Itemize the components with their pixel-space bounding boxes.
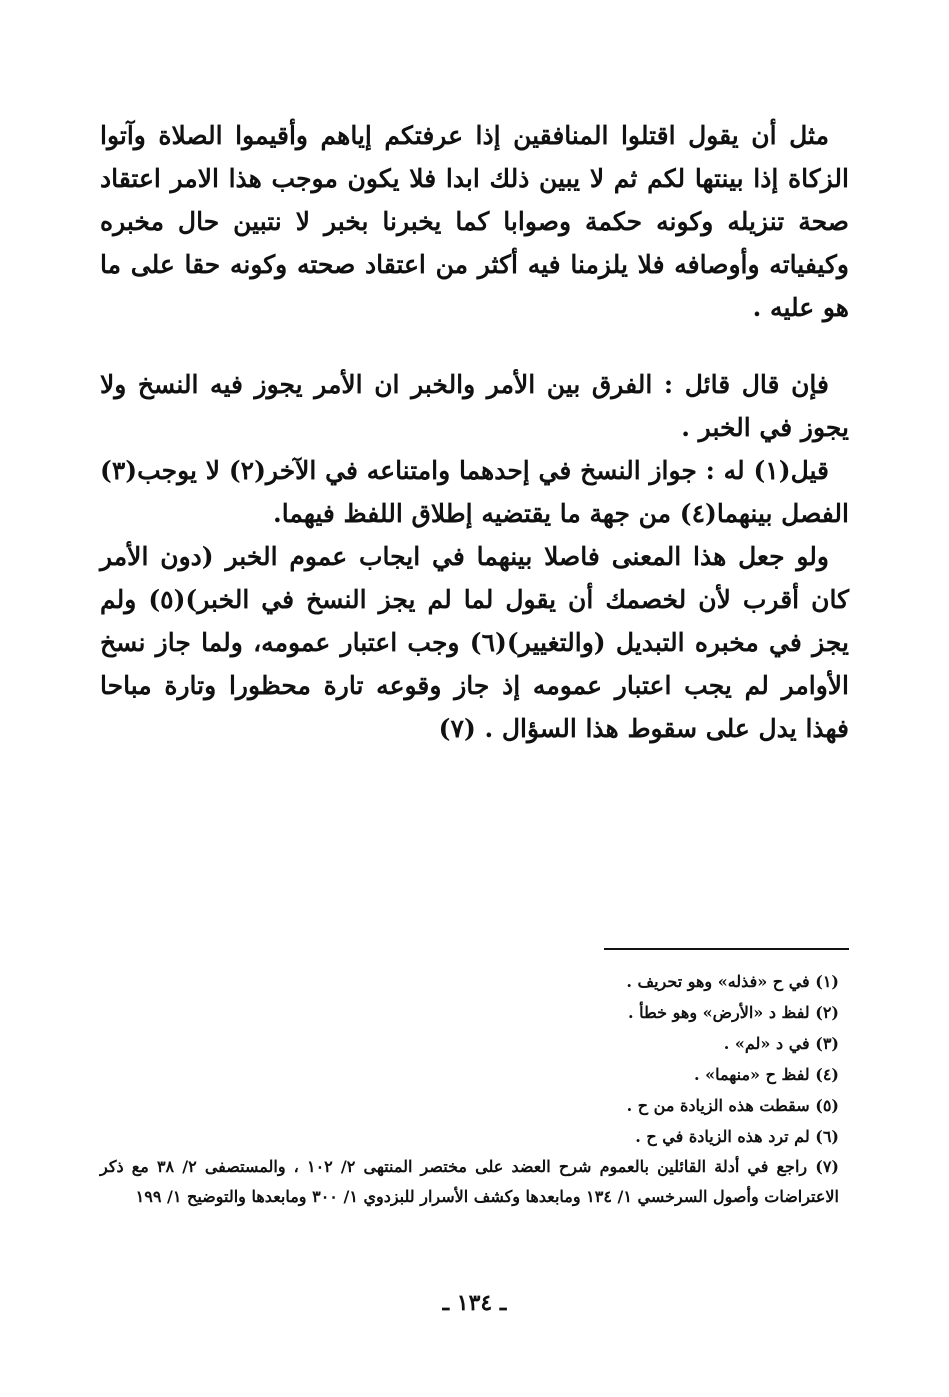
footnote-6: (٦) لم ترد هذه الزيادة في ح . (635, 1127, 839, 1146)
footnote-5: (٥) سقطت هذه الزيادة من ح . (626, 1096, 839, 1115)
footnote-4: (٤) لفظ ح «منهما» . (694, 1065, 839, 1084)
paragraph-1: مثل أن يقول اقتلوا المنافقين إذا عرفتكم إياهم وأقيموا الصلاة وآتوا الزكاة إذا بينتها لكم ثم لا يبين ذلك ابدا فلا يكون موجب هذا الامر اعتقاد صحة تنزيله وكونه حكمة وصوابا كما يخبرنا بخبر لا نتبين حال مخبره وكيفياته وأوصافه فلا يلزمنا فيه أكثر من اعتقاد صحته وكونه حقا على ما هو عليه . (100, 121, 849, 322)
paragraph-3: قيل(١) له : جواز النسخ في إحدهما وامتناعه في الآخر(٢) لا يوجب(٣) الفصل بينهما(٤) من جهة ما يقتضيه إطلاق اللفظ فيهما. (100, 456, 849, 528)
footnote-2: (٢) لفظ د «الأرض» وهو خطأ . (628, 1003, 839, 1022)
footnote-1: (١) في ح «فذله» وهو تحريف . (626, 972, 839, 991)
footnote-divider (604, 948, 849, 950)
paragraph-4: ولو جعل هذا المعنى فاصلا بينهما في ايجاب عموم الخبر (دون الأمر كان أقرب لأن لخصمك أن يقول لما لم يجز النسخ في الخبر)(٥) ولم يجز في مخبره التبديل (والتغيير)(٦) وجب اعتبار عمومه، ولما جاز نسخ الأوامر لم يجب اعتبار عمومه إذ جاز وقوعه تارة محظورا وتارة مباحا فهذا يدل على سقوط هذا السؤال . (٧) (100, 542, 850, 743)
page-number: ـ ١٣٤ ـ (442, 1290, 507, 1316)
footnote-7: (٧) راجع في أدلة القائلين بالعموم شرح العضد على مختصر المنتهى ٢/ ١٠٢ ، والمستصفى ٢/ ٣٨ مع ذكر الاعتراضات وأصول السرخسي ١/ ١٣٤ ومابعدها وكشف الأسرار للبزدوي ١/ ٣٠٠ ومابعدها والتوضيح ١/ ١٩٩ (100, 1157, 839, 1206)
footnote-3: (٣) في د «لم» . (723, 1034, 839, 1053)
main-text (100, 114, 849, 750)
footnotes-section (100, 948, 849, 1212)
paragraph-2: فإن قال قائل : الفرق بين الأمر والخبر ان الأمر يجوز فيه النسخ ولا يجوز في الخبر . (100, 370, 849, 442)
